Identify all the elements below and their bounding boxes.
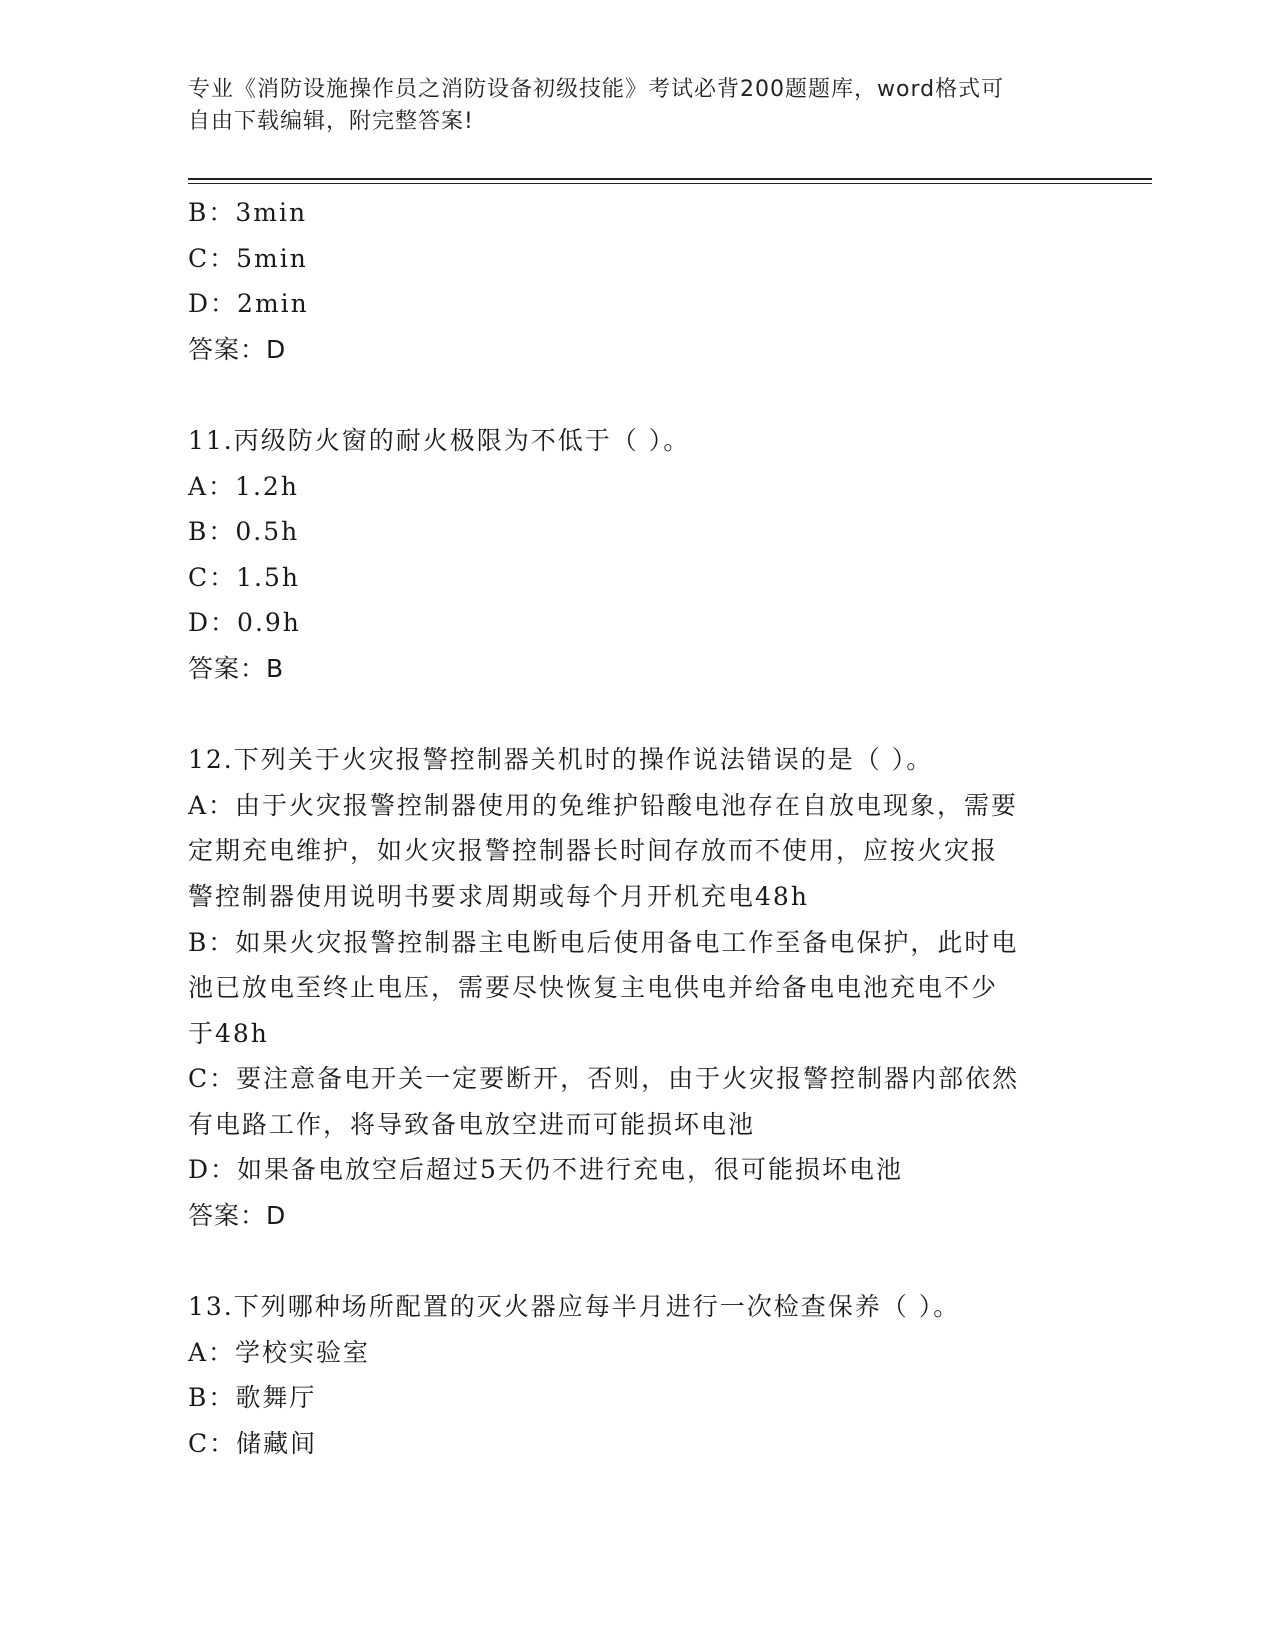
header-divider-thin (188, 183, 1152, 184)
spacer (188, 372, 1068, 418)
header-divider-thick (188, 178, 1152, 180)
q12-option-c-line-2: 有电路工作，将导致备电放空进而可能损坏电池 (188, 1109, 756, 1139)
q12-option-c-line-1: C：要注意备电开关一定要断开，否则，由于火灾报警控制器内部依然 (188, 1064, 1020, 1094)
q12-option-a-line-1: A：由于火灾报警控制器使用的免维护铅酸电池存在自放电现象，需要 (188, 790, 1019, 820)
header-line-2: 自由下载编辑，附完整答案! (188, 109, 474, 134)
q12-answer: 答案：D (188, 1201, 287, 1231)
q11-answer: 答案：B (188, 653, 285, 683)
q12-option-a-line-3: 警控制器使用说明书要求周期或每个月开机充电48h (188, 881, 809, 911)
prev-answer: 答案：D (188, 334, 287, 364)
q12-option-b-line-2: 池已放电至终止电压，需要尽快恢复主电供电并给备电电池充电不少 (188, 973, 999, 1003)
spacer (188, 1239, 1068, 1285)
prev-option-b: B：3min (188, 198, 308, 227)
q12-option-b-line-3: 于48h (188, 1018, 269, 1048)
page-header (188, 74, 1068, 138)
q13-option-a: A：学校实验室 (188, 1337, 371, 1367)
q11-option-b: B：0.5h (188, 517, 300, 547)
prev-option-d: D：2min (188, 289, 309, 319)
q13-option-b: B：歌舞厅 (188, 1383, 317, 1413)
question-list (188, 190, 1068, 1467)
q13-question: 13.下列哪种场所配置的灭火器应每半月进行一次检查保养（ ）。 (188, 1292, 961, 1322)
q12-option-b-line-1: B：如果火灾报警控制器主电断电后使用备电工作至备电保护，此时电 (188, 927, 1019, 957)
q12-option-d: D：如果备电放空后超过5天仍不进行充电，很可能损坏电池 (188, 1155, 903, 1185)
header-line-1: 专业《消防设施操作员之消防设备初级技能》考试必背200题题库，word格式可 (188, 77, 1005, 102)
q12-question: 12.下列关于火灾报警控制器关机时的操作说法错误的是（ ）。 (188, 745, 934, 775)
q12-option-a-line-2: 定期充电维护，如火灾报警控制器长时间存放而不使用，应按火灾报 (188, 836, 999, 866)
q13-option-c: C：储藏间 (188, 1429, 318, 1459)
prev-option-c: C：5min (188, 243, 308, 273)
q11-option-c: C：1.5h (188, 562, 300, 592)
q11-option-a: A：1.2h (188, 471, 299, 501)
spacer (188, 692, 1068, 738)
q11-question: 11.丙级防火窗的耐火极限为不低于（ ）。 (188, 425, 691, 455)
q11-option-d: D：0.9h (188, 608, 301, 638)
